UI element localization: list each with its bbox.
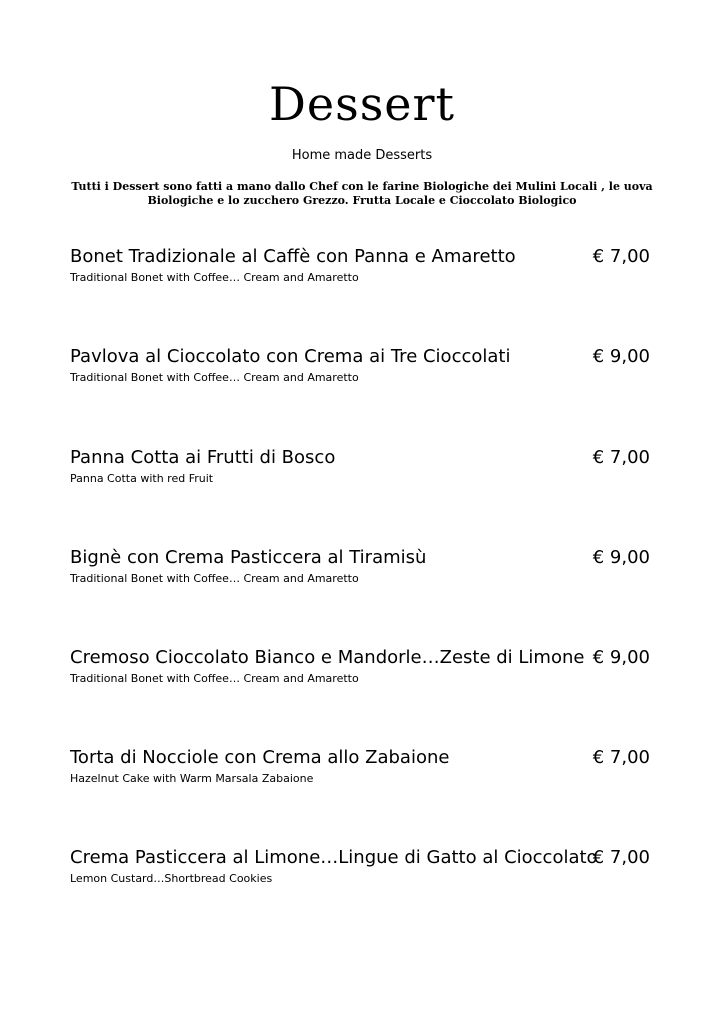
menu-item-name: Cremoso Cioccolato Bianco e Mandorle…Zeste di Limone [70,647,585,668]
intro-paragraph: Tutti i Dessert sono fatti a mano dallo Chef con le farine Biologiche dei Mulini Locali , le uova Biologiche e lo zucchero Grezzo. Frutta Locale e Cioccolato Biologico [71,180,653,207]
menu-item-price: € 9,00 [592,547,650,568]
menu-item-price: € 9,00 [592,346,650,367]
menu-item-name: Bonet Tradizionale al Caffè con Panna e Amaretto [70,246,516,267]
menu-item-description: Panna Cotta with red Fruit [70,472,214,485]
page-title: Dessert [268,77,455,131]
menu-item-name: Bignè con Crema Pasticcera al Tiramisù [70,547,427,568]
menu-item-name: Torta di Nocciole con Crema allo Zabaione [70,747,450,768]
menu-item-name: Crema Pasticcera al Limone…Lingue di Gatto al Cioccolato [70,847,598,868]
menu-item-description: Traditional Bonet with Coffee… Cream and Amaretto [70,371,359,384]
menu-item-price: € 7,00 [592,246,650,267]
menu-item-price: € 7,00 [592,847,650,868]
menu-item-name: Pavlova al Cioccolato con Crema ai Tre Cioccolati [70,346,511,367]
menu-item-description: Traditional Bonet with Coffee… Cream and Amaretto [70,672,359,685]
menu-item-price: € 7,00 [592,747,650,768]
menu-item-description: Traditional Bonet with Coffee… Cream and Amaretto [70,572,359,585]
page-subtitle: Home made Desserts [291,148,433,163]
menu-item-description: Hazelnut Cake with Warm Marsala Zabaione [70,772,314,785]
menu-item [70,546,660,596]
menu-item [70,746,660,796]
menu-item-price: € 7,00 [592,447,650,468]
menu-item-description: Traditional Bonet with Coffee… Cream and Amaretto [70,271,359,284]
menu-item [70,245,660,295]
menu-item [70,446,660,496]
menu-item [70,846,660,896]
menu-item [70,345,660,395]
menu-item-price: € 9,00 [592,647,650,668]
menu-item-name: Panna Cotta ai Frutti di Bosco [70,447,336,468]
menu-item [70,646,660,696]
menu-item-description: Lemon Custard…Shortbread Cookies [70,872,273,885]
